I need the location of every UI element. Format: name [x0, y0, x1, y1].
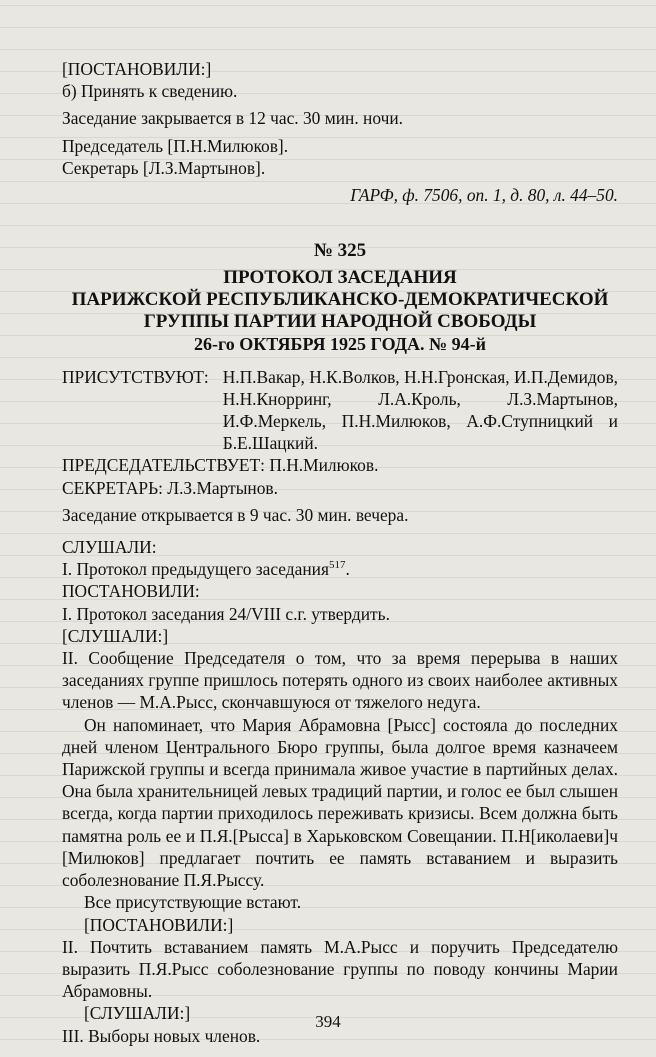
archive-source: ГАРФ, ф. 7506, оп. 1, д. 80, л. 44–50. [350, 185, 618, 206]
agenda-item-1 [62, 558, 618, 580]
agenda-item-3: III. Выборы новых членов. [62, 1025, 261, 1046]
document-title-line-1: ПРОТОКОЛ ЗАСЕДАНИЯ [223, 267, 457, 289]
secretary-signature: Секретарь [Л.З.Мартынов]. [62, 157, 266, 178]
chair-line: ПРЕДСЕДАТЕЛЬСТВУЕТ: П.Н.Милюков. [62, 455, 379, 476]
agenda-item-1-text: I. Протокол предыдущего заседания [62, 559, 329, 580]
opening-line: Заседание открывается в 9 час. 30 мин. вечера. [62, 504, 409, 525]
slushali-heading-2: [СЛУШАЛИ:] [62, 625, 169, 646]
document-title-line-3: ГРУППЫ ПАРТИИ НАРОДНОЙ СВОБОДЫ [143, 311, 537, 333]
slushali-heading-3: [СЛУШАЛИ:] [84, 1003, 191, 1024]
chair-signature: Председатель [П.Н.Милюков]. [62, 135, 289, 156]
resolution-item-b: б) Принять к сведению. [62, 81, 238, 102]
present-names: Н.П.Вакар, Н.К.Волков, Н.Н.Гронская, И.П.Демидов, Н.Н.Кнорринг, Л.А.Кроль, Л.З.Мартынов, И.Ф.Меркель, П.Н.Милюков, А.Ф.Ступницкий и Б.Е.Шацкий. [222, 366, 618, 454]
postanovili-heading-1: ПОСТАНОВИЛИ: [62, 581, 200, 602]
resolution-1: I. Протокол заседания 24/VIII с.г. утвердить. [62, 603, 390, 624]
resolution-2: II. Почтить вставанием память М.А.Рысс и поручить Председателю выразить П.Я.Рысс соболезнование группы по поводу кончины Марии Абрамовны. [62, 936, 618, 1002]
postanovili-heading: [ПОСТАНОВИЛИ:] [62, 59, 212, 79]
postanovili-heading-2: [ПОСТАНОВИЛИ:] [84, 914, 234, 935]
page-number: 394 [315, 1012, 341, 1031]
present-label: ПРИСУТСТВУЮТ: [62, 366, 209, 387]
document-date: 26-го ОКТЯБРЯ 1925 ГОДА. № 94-й [193, 334, 487, 355]
slushali-heading-1: СЛУШАЛИ: [62, 537, 157, 558]
attendance-block [62, 366, 618, 455]
document-number: № 325 [313, 240, 367, 262]
paragraph-1: Он напоминает, что Мария Абрамовна [Рысс] состояла до последних дней членом Центрального Бюро группы, была долгое время казначеем Парижской группы и всегда принимала живое участие в партийных делах. Она была хранительницей левых традиций партии, и голос ее был слышен всегда, когда партии приходилось переживать кризисы. Всем должна быть памятна роль ее и П.Я.[Рысса] в Харьковском Совещании. П.Н[иколаеви]ч [Милюков] предлагает почтить ее память вставанием и выразить соболезнование П.Я.Рыссу. [62, 714, 618, 891]
closing-line: Заседание закрывается в 12 час. 30 мин. ночи. [62, 108, 403, 129]
secretary-line: СЕКРЕТАРЬ: Л.З.Мартынов. [62, 477, 278, 498]
agenda-item-2: II. Сообщение Председателя о том, что за время перерыва в наших заседаниях группе пришлось потерять одного из своих наиболее активных членов — М.А.Рысс, скончавшуюся от тяжелого недуга. [62, 648, 618, 713]
agenda-item-1-end: . [345, 559, 350, 580]
document-title-line-2: ПАРИЖСКОЙ РЕСПУБЛИКАНСКО-ДЕМОКРАТИЧЕСКОЙ [71, 289, 609, 311]
footnote-ref: 517 [328, 559, 346, 572]
paragraph-2: Все присутствующие встают. [84, 892, 302, 913]
